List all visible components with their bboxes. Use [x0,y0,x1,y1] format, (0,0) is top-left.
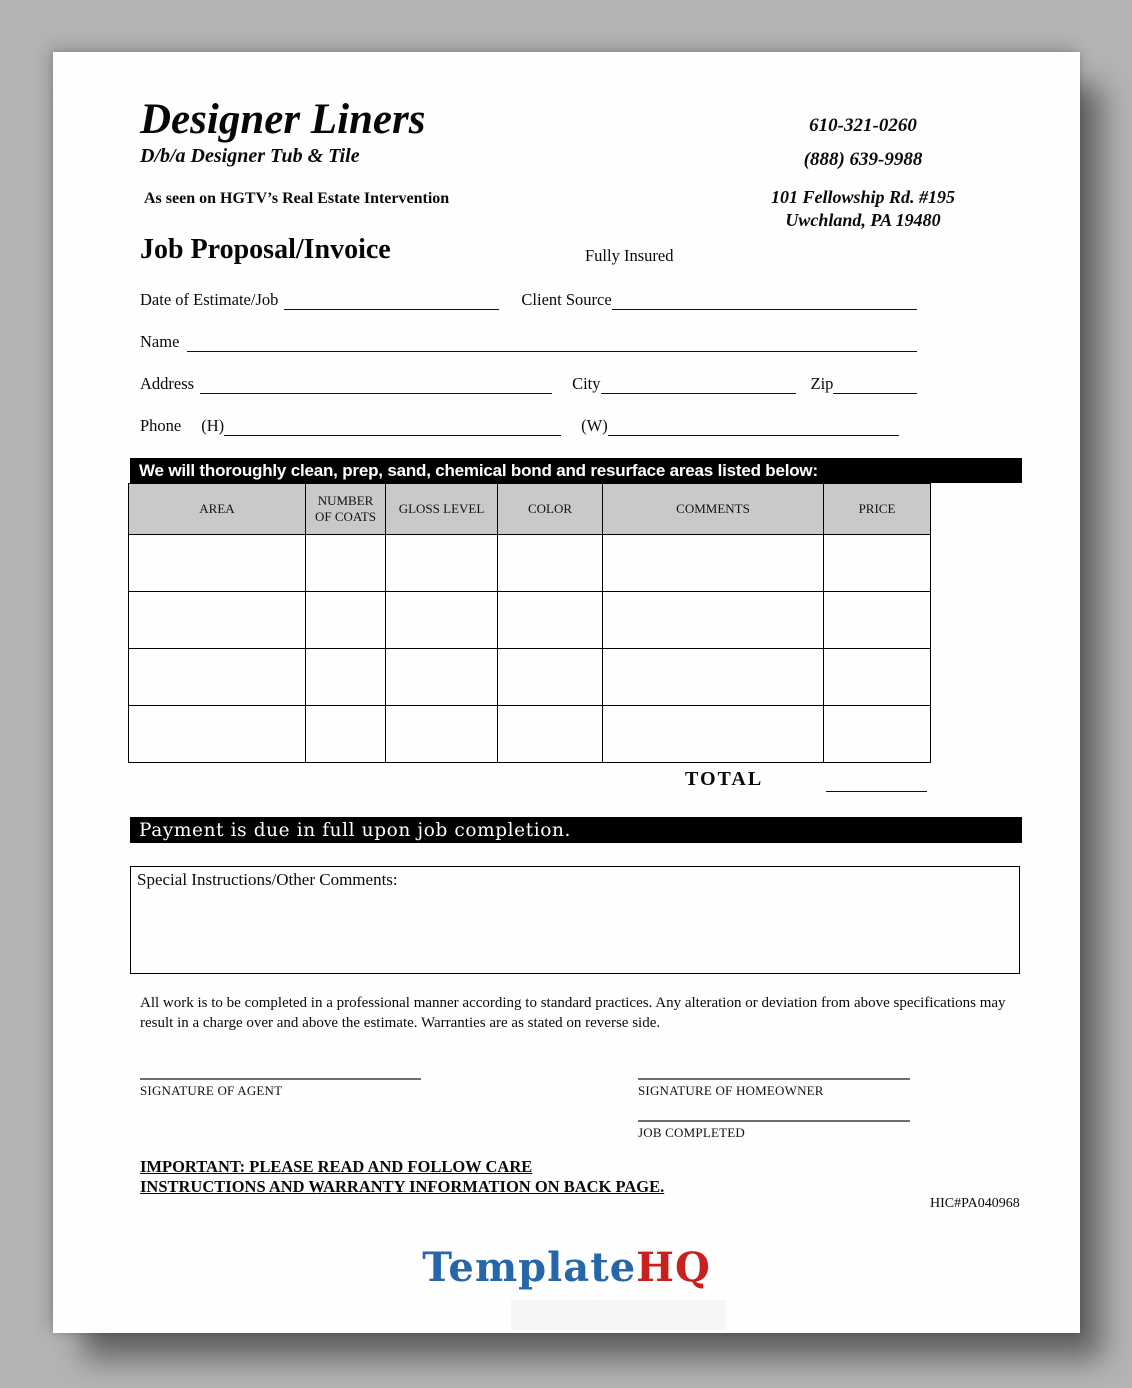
total-field-line [826,791,927,792]
zip-label: Zip [810,374,834,393]
table-cell [498,592,603,649]
table-cell [824,706,931,763]
city-label: City [572,374,601,393]
agent-signature-line [140,1078,421,1080]
address-line-2: Uwchland, PA 19480 [785,210,941,230]
company-tagline: As seen on HGTV’s Real Estate Intervention [144,190,450,208]
address-line-1: 101 Fellowship Rd. #195 [770,187,956,207]
column-header-comments: COMMENTS [603,484,824,535]
footer-logo-primary: Template [422,1244,637,1291]
table-cell [306,535,386,592]
date-field-line [284,289,499,310]
contact-block [708,109,1018,232]
zip-field-line [833,373,917,394]
table-cell [498,706,603,763]
city-field-line [601,373,796,394]
table-cell [129,592,306,649]
table-cell [306,592,386,649]
table-cell [498,535,603,592]
total-label: TOTAL [685,768,764,790]
table-cell [498,649,603,706]
column-header-coats: NUMBER OF COATS [306,484,386,535]
agent-signature-label: SIGNATURE OF AGENT [140,1083,283,1098]
table-header-row [129,484,931,535]
table-row [129,649,931,706]
important-notice-line1: IMPORTANT: PLEASE READ AND FOLLOW CARE [140,1157,533,1176]
phone-row [140,414,917,436]
phone-home-field-line [224,415,561,436]
invoice-page [53,52,1080,1333]
table-cell [603,649,824,706]
license-number: HIC#PA040968 [930,1196,1020,1211]
footer-logo-secondary: HQ [636,1244,711,1291]
phone-home-label: (H) [201,416,225,435]
date-client-row [140,288,917,310]
table-cell [824,592,931,649]
phone-work-label: (W) [581,416,608,435]
client-source-field-line [612,289,917,310]
company-header [140,96,449,208]
payment-notice-bar: Payment is due in full upon job completion. [130,817,1022,843]
column-header-price: PRICE [824,484,931,535]
table-row [129,592,931,649]
homeowner-signature-line [638,1078,910,1080]
agent-signature-block [140,1078,421,1099]
document-title: Job Proposal/Invoice [140,234,391,265]
phone-work-field-line [608,415,899,436]
table-cell [306,706,386,763]
important-notice-line2: INSTRUCTIONS AND WARRANTY INFORMATION ON BACK PAGE. [140,1177,665,1197]
table-cell [306,649,386,706]
work-description-banner: We will thoroughly clean, prep, sand, chemical bond and resurface areas listed below: [130,458,1022,483]
table-cell [386,649,498,706]
name-field-line [187,331,917,352]
table-cell [386,592,498,649]
special-instructions-box [130,866,1020,974]
table-cell [129,649,306,706]
name-label: Name [140,332,180,351]
job-completed-block [638,1120,910,1141]
job-completed-line [638,1120,910,1122]
footer-watermark [511,1300,726,1330]
table-row [129,706,931,763]
table-cell [824,649,931,706]
phone-number-2: (888) 639-9988 [803,149,923,170]
table-cell [129,706,306,763]
table-cell [386,706,498,763]
table-cell [129,535,306,592]
work-items-table [128,483,931,763]
name-row [140,330,917,352]
phone-number-1: 610-321-0260 [809,115,917,136]
column-header-color: COLOR [498,484,603,535]
column-header-gloss: GLOSS LEVEL [386,484,498,535]
footer-logo [53,1244,1080,1291]
column-header-area: AREA [129,484,306,535]
address-label: Address [140,374,195,393]
insured-note: Fully Insured [585,246,674,265]
job-completed-label: JOB COMPLETED [638,1125,745,1140]
address-row [140,372,917,394]
homeowner-signature-block [638,1078,910,1099]
table-cell [824,535,931,592]
date-label: Date of Estimate/Job [140,290,279,309]
company-name: Designer Liners [140,96,426,143]
phone-label: Phone [140,416,182,435]
table-cell [603,592,824,649]
table-cell [603,535,824,592]
address-field-line [200,373,552,394]
table-row [129,535,931,592]
special-instructions-label: Special Instructions/Other Comments: [137,870,398,889]
company-dba: D/b/a Designer Tub & Tile [140,145,360,168]
table-cell [603,706,824,763]
table-cell [386,535,498,592]
client-source-label: Client Source [521,290,612,309]
terms-text: All work is to be completed in a professional manner according to standard practices. Any alteration or deviation from above specifications may result in a charge over and above the estimate. Warranties are as stated on reverse side. [140,995,1006,1032]
homeowner-signature-label: SIGNATURE OF HOMEOWNER [638,1083,824,1098]
important-notice [140,1157,664,1197]
